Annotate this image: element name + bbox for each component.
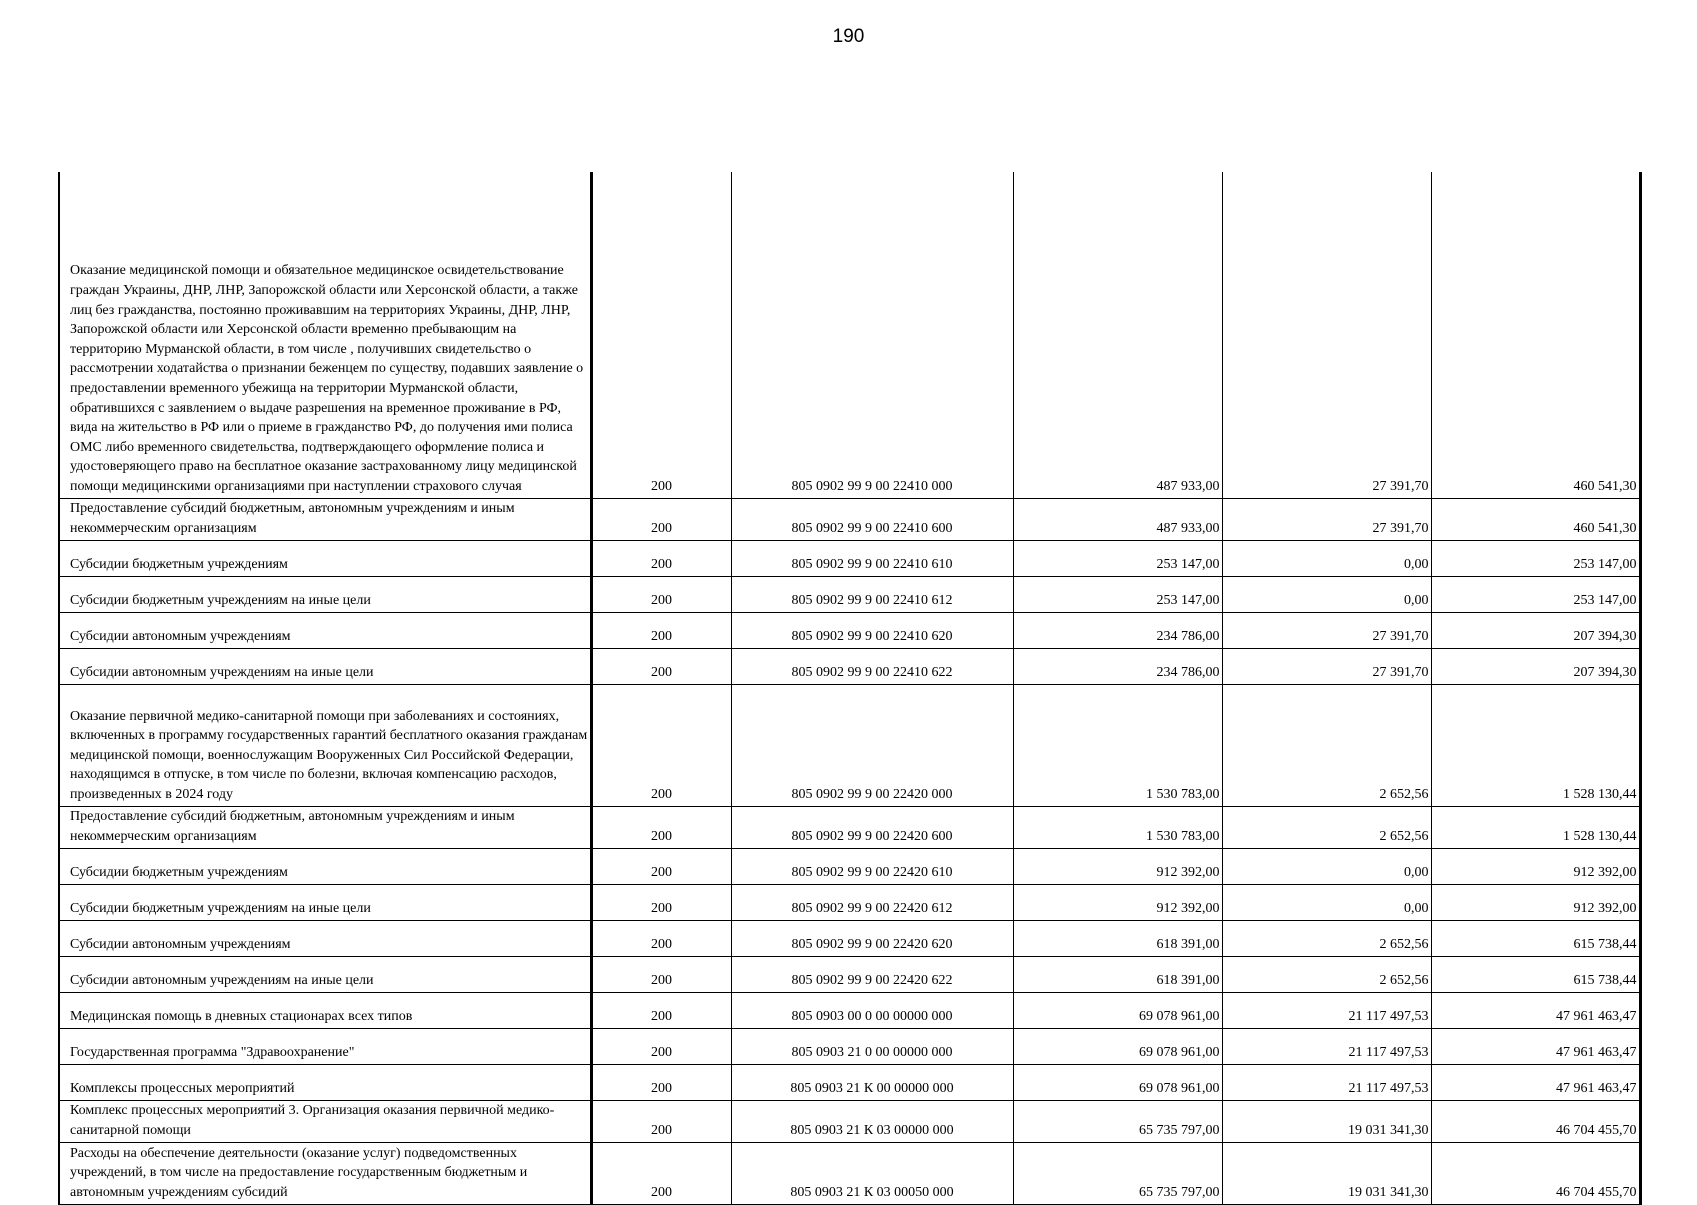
row-name-cell — [59, 576, 591, 612]
row-code: 200 — [591, 648, 731, 684]
row-remaining: 615 738,44 — [1431, 920, 1640, 956]
row-executed: 21 117 497,53 — [1222, 1028, 1431, 1064]
table-row — [59, 1028, 1640, 1064]
page-number: 190 — [832, 26, 865, 47]
table-row — [59, 1064, 1640, 1100]
row-executed: 0,00 — [1222, 884, 1431, 920]
row-kbk: 805 0902 99 9 00 22420 612 — [731, 884, 1013, 920]
row-executed: 27 391,70 — [1222, 612, 1431, 648]
row-executed: 27 391,70 — [1222, 498, 1431, 540]
table-row — [59, 992, 1640, 1028]
row-remaining: 253 147,00 — [1431, 540, 1640, 576]
row-remaining: 47 961 463,47 — [1431, 1028, 1640, 1064]
row-approved: 1 530 783,00 — [1013, 806, 1222, 848]
row-kbk: 805 0902 99 9 00 22420 622 — [731, 956, 1013, 992]
row-name: Субсидии автономным учреждениям — [70, 628, 291, 644]
table-row — [59, 576, 1640, 612]
row-executed: 2 652,56 — [1222, 920, 1431, 956]
row-approved: 234 786,00 — [1013, 648, 1222, 684]
row-name-cell — [59, 992, 591, 1028]
row-remaining: 47 961 463,47 — [1431, 992, 1640, 1028]
row-name-cell — [59, 956, 591, 992]
row-name-cell — [59, 1064, 591, 1100]
budget-execution-table — [58, 172, 1642, 1205]
row-approved: 69 078 961,00 — [1013, 1064, 1222, 1100]
row-remaining: 207 394,30 — [1431, 648, 1640, 684]
row-approved: 69 078 961,00 — [1013, 992, 1222, 1028]
row-remaining: 46 704 455,70 — [1431, 1100, 1640, 1142]
row-kbk: 805 0902 99 9 00 22420 620 — [731, 920, 1013, 956]
row-name-cell — [59, 806, 591, 848]
row-code: 200 — [591, 684, 731, 806]
table-body — [59, 172, 1640, 1204]
row-code: 200 — [591, 848, 731, 884]
row-code: 200 — [591, 498, 731, 540]
row-approved: 234 786,00 — [1013, 612, 1222, 648]
row-kbk: 805 0903 21 К 03 00050 000 — [731, 1142, 1013, 1204]
row-name-cell — [59, 498, 591, 540]
row-kbk: 805 0902 99 9 00 22410 612 — [731, 576, 1013, 612]
row-name: Субсидии бюджетным учреждениям — [70, 556, 288, 572]
row-name-cell — [59, 172, 591, 498]
row-approved: 69 078 961,00 — [1013, 1028, 1222, 1064]
row-code: 200 — [591, 1100, 731, 1142]
row-code: 200 — [591, 920, 731, 956]
row-approved: 618 391,00 — [1013, 956, 1222, 992]
row-remaining: 912 392,00 — [1431, 884, 1640, 920]
row-name: Государственная программа "Здравоохранение" — [70, 1044, 355, 1060]
row-approved: 912 392,00 — [1013, 848, 1222, 884]
table-row — [59, 1100, 1640, 1142]
row-code: 200 — [591, 1064, 731, 1100]
row-name: Комплекс процессных мероприятий 3. Организация оказания первичной медико-санитарной помощи — [70, 1103, 555, 1138]
row-name: Оказание медицинской помощи и обязательное медицинское освидетельствование граждан Украины, ДНР, ЛНР, Запорожской области или Херсонской области, а также лиц без гражданства, постоянно проживавшим на территориях Украины, ДНР, ЛНР, Запорожской области или Херсонской области временно пребывающим на территорию Мурманской области, в том числе , получивших свидетельство о рассмотрении ходатайства о признании беженцем по существу, подавших заявление о предоставлении временного убежища на территории Мурманской области, обратившихся с заявлением о выдаче разрешения на временное проживание в РФ, вида на жительство в РФ или о приеме в гражданство РФ, до получения ими полиса ОМС либо временного свидетельства, подтверждающего оформление полиса и удостоверяющего право на бесплатное оказание застрахованному лицу медицинской помощи медицинскими организациями при наступлении страхового случая — [70, 263, 584, 494]
row-name: Субсидии бюджетным учреждениям на иные цели — [70, 592, 371, 608]
table-row — [59, 498, 1640, 540]
row-name-cell — [59, 920, 591, 956]
row-kbk: 805 0902 99 9 00 22410 610 — [731, 540, 1013, 576]
row-executed: 21 117 497,53 — [1222, 1064, 1431, 1100]
row-name-cell — [59, 1142, 591, 1204]
row-remaining: 253 147,00 — [1431, 576, 1640, 612]
row-name: Комплексы процессных мероприятий — [70, 1080, 295, 1096]
table-row — [59, 884, 1640, 920]
table-row — [59, 848, 1640, 884]
row-name-cell — [59, 1028, 591, 1064]
row-remaining: 46 704 455,70 — [1431, 1142, 1640, 1204]
table-row — [59, 612, 1640, 648]
row-code: 200 — [591, 1142, 731, 1204]
row-executed: 2 652,56 — [1222, 684, 1431, 806]
row-kbk: 805 0902 99 9 00 22420 610 — [731, 848, 1013, 884]
row-name: Предоставление субсидий бюджетным, автономным учреждениям и иным некоммерческим организациям — [70, 501, 515, 536]
row-executed: 19 031 341,30 — [1222, 1142, 1431, 1204]
row-name: Субсидии бюджетным учреждениям на иные цели — [70, 900, 371, 916]
row-kbk: 805 0903 21 К 03 00000 000 — [731, 1100, 1013, 1142]
table-row — [59, 648, 1640, 684]
row-approved: 1 530 783,00 — [1013, 684, 1222, 806]
row-name: Субсидии автономным учреждениям на иные цели — [70, 664, 374, 680]
row-kbk: 805 0902 99 9 00 22410 000 — [731, 172, 1013, 498]
row-executed: 27 391,70 — [1222, 172, 1431, 498]
row-name-cell — [59, 648, 591, 684]
row-name: Предоставление субсидий бюджетным, автономным учреждениям и иным некоммерческим организациям — [70, 809, 515, 844]
row-name-cell — [59, 848, 591, 884]
row-name: Субсидии автономным учреждениям на иные цели — [70, 972, 374, 988]
row-kbk: 805 0903 00 0 00 00000 000 — [731, 992, 1013, 1028]
row-approved: 65 735 797,00 — [1013, 1100, 1222, 1142]
row-name: Субсидии бюджетным учреждениям — [70, 864, 288, 880]
table-row — [59, 920, 1640, 956]
row-approved: 487 933,00 — [1013, 172, 1222, 498]
table-row — [59, 806, 1640, 848]
table-row — [59, 172, 1640, 498]
table-row — [59, 956, 1640, 992]
row-remaining: 207 394,30 — [1431, 612, 1640, 648]
row-code: 200 — [591, 172, 731, 498]
row-approved: 65 735 797,00 — [1013, 1142, 1222, 1204]
row-approved: 487 933,00 — [1013, 498, 1222, 540]
row-kbk: 805 0902 99 9 00 22420 000 — [731, 684, 1013, 806]
row-code: 200 — [591, 884, 731, 920]
row-code: 200 — [591, 540, 731, 576]
row-remaining: 47 961 463,47 — [1431, 1064, 1640, 1100]
row-executed: 0,00 — [1222, 848, 1431, 884]
row-name-cell — [59, 540, 591, 576]
row-executed: 2 652,56 — [1222, 806, 1431, 848]
row-executed: 0,00 — [1222, 576, 1431, 612]
row-approved: 912 392,00 — [1013, 884, 1222, 920]
row-code: 200 — [591, 806, 731, 848]
row-remaining: 615 738,44 — [1431, 956, 1640, 992]
row-executed: 21 117 497,53 — [1222, 992, 1431, 1028]
row-code: 200 — [591, 1028, 731, 1064]
row-code: 200 — [591, 576, 731, 612]
row-executed: 27 391,70 — [1222, 648, 1431, 684]
row-remaining: 460 541,30 — [1431, 172, 1640, 498]
row-kbk: 805 0902 99 9 00 22410 600 — [731, 498, 1013, 540]
row-name-cell — [59, 612, 591, 648]
row-remaining: 912 392,00 — [1431, 848, 1640, 884]
row-kbk: 805 0903 21 0 00 00000 000 — [731, 1028, 1013, 1064]
table-row — [59, 684, 1640, 806]
row-name: Субсидии автономным учреждениям — [70, 936, 291, 952]
row-code: 200 — [591, 612, 731, 648]
row-name: Оказание первичной медико-санитарной помощи при заболеваниях и состояниях, включенных в программу государственных гарантий бесплатного оказания гражданам медицинской помощи, военнослужащим Вооруженных Сил Российской Федерации, находящимся в отпуске, в том числе по болезни, включая компенсацию расходов, произведенных в 2024 году — [70, 708, 588, 802]
row-code: 200 — [591, 956, 731, 992]
row-code: 200 — [591, 992, 731, 1028]
row-name: Расходы на обеспечение деятельности (оказание услуг) подведомственных учреждений, в том числе на предоставление государственным бюджетным и автономным учреждениям субсидий — [70, 1145, 528, 1200]
row-executed: 0,00 — [1222, 540, 1431, 576]
row-kbk: 805 0902 99 9 00 22410 620 — [731, 612, 1013, 648]
table-row — [59, 540, 1640, 576]
row-name-cell — [59, 884, 591, 920]
row-remaining: 460 541,30 — [1431, 498, 1640, 540]
row-name-cell — [59, 684, 591, 806]
row-remaining: 1 528 130,44 — [1431, 684, 1640, 806]
table-row — [59, 1142, 1640, 1204]
row-name-cell — [59, 1100, 591, 1142]
row-remaining: 1 528 130,44 — [1431, 806, 1640, 848]
row-approved: 253 147,00 — [1013, 540, 1222, 576]
row-executed: 2 652,56 — [1222, 956, 1431, 992]
row-approved: 253 147,00 — [1013, 576, 1222, 612]
row-name: Медицинская помощь в дневных стационарах всех типов — [70, 1008, 413, 1024]
row-approved: 618 391,00 — [1013, 920, 1222, 956]
row-kbk: 805 0903 21 К 00 00000 000 — [731, 1064, 1013, 1100]
row-kbk: 805 0902 99 9 00 22410 622 — [731, 648, 1013, 684]
row-executed: 19 031 341,30 — [1222, 1100, 1431, 1142]
row-kbk: 805 0902 99 9 00 22420 600 — [731, 806, 1013, 848]
